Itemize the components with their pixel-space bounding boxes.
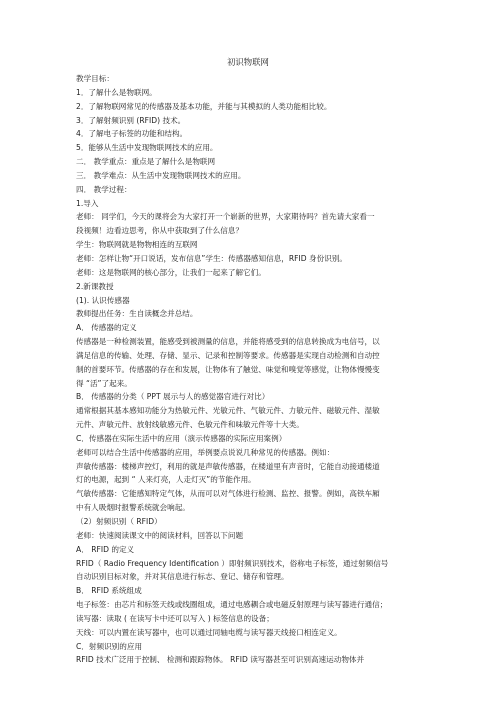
text-line: 1．了解什么是物联网。 (76, 87, 157, 97)
text-line: 三． 教学难点：从生活中发现物联网技术的应用。 (76, 170, 246, 180)
text-line: 元件、声敏元件、放射线敏感元件、色敏元件和味敏元件等十大类。 (76, 420, 304, 430)
text-line: 中有人吸烟时报警系统就会响起。 (76, 503, 190, 513)
text-line: B． RFID 系统组成 (76, 586, 142, 596)
text-line: B． 传感器的分类（ PPT 展示与人的感觉器官进行对比） (76, 392, 270, 402)
text-line: 满足信息的传输、处理、存储、显示、记录和控制等要求。传感器是实现自动检测和自动控 (76, 350, 380, 360)
text-line: 四． 教学过程： (76, 184, 132, 194)
text-line: A． RFID 的定义 (76, 544, 135, 554)
text-line: 通常根据其基本感知功能分为热敏元件、光敏元件、气敏元件、力敏元件、磁敏元件、湿敏 (76, 406, 380, 416)
text-line: 读写器：读取 ( 在读写卡中还可以写入 ) 标签信息的设备； (76, 613, 274, 623)
text-line: 声敏传感器：楼梯声控灯，利用的就是声敏传感器，在楼道里有声音时，它能自动接通楼道 (76, 461, 380, 471)
text-line: 天线：可以内置在读写器中，也可以通过同轴电缆与读写器天线接口相连定义。 (76, 627, 342, 637)
document-body (76, 72, 426, 667)
text-line: A． 传感器的定义 (76, 323, 137, 333)
text-line: 老师：快速阅读课文中的阅读材料，回答以下问题 (76, 530, 244, 540)
text-line: 4．了解电子标签的功能和结构。 (76, 129, 188, 139)
text-line: 2．了解物联网常见的传感器及基本功能，并能与其模拟的人类功能相比较。 (76, 101, 332, 111)
text-line: 3．了解射频识别 (RFID) 技术。 (76, 115, 186, 125)
text-line: 电子标签：由芯片和标签天线或线圈组成，通过电感耦合或电磁反射原理与读写器进行通信； (76, 600, 388, 610)
text-line: 老师：这是物联网的核心部分，让我们一起来了解它们。 (76, 267, 266, 277)
text-line: 老师： 同学们，今天的课将会为大家打开一个崭新的世界，大家期待吗？首先请大家看一 (76, 212, 375, 222)
text-line: 1.导入 (76, 198, 99, 208)
text-line: 老师：怎样让物“开口说话，发布信息”学生：传感器感知信息，RFID 身份识别。 (76, 253, 348, 263)
text-line: 制的首要环节。传感器的存在和发展，让物体有了触觉、味觉和嗅觉等感觉，让物体慢慢变 (76, 364, 380, 374)
text-line: 灯的电源，起到 “ 人来灯亮，人走灯灭”的节能作用。 (76, 475, 256, 485)
text-line: 气敏传感器：它能感知特定气体，从而可以对气体进行检测、监控、报警。例如，高铁车厢 (76, 489, 380, 499)
text-line: 5．能够从生活中发现物联网技术的应用。 (76, 143, 218, 153)
text-line: RFID 技术广泛用于控制、 检测和跟踪物体。 RFID 读写器甚至可识别高速运动物体并 (76, 655, 365, 665)
text-line: 段视频！边看边思考，你从中获取到了什么信息？ (76, 226, 244, 236)
text-line: (1). 认识传感器 (76, 295, 130, 305)
text-line: 教学目标： (76, 74, 114, 83)
text-line: （2）射频识别（ RFID） (76, 517, 162, 526)
text-line: RFID（ Radio Frequency Identification ）即射频识别技术，俗称电子标签，通过射频信号 (76, 558, 389, 568)
text-line: 传感器是一种检测装置，能感受到被测量的信息，并能将感受到的信息转换成为电信号，以 (76, 337, 380, 347)
text-line: 老师可以结合生活中传感器的应用，举例要点说说几种常见的传感器。例如： (76, 447, 335, 457)
text-line: 2.新课教授 (76, 281, 114, 291)
text-line: 二． 教学重点：重点是了解什么是物联网 (76, 157, 216, 167)
text-line: 自动识别目标对象，并对其信息进行标志、登记、储存和管理。 (76, 572, 289, 582)
text-line: 学生：物联网就是物物相连的互联网 (76, 240, 198, 250)
text-line: C．射频识别的应用 (76, 641, 143, 651)
text-line: C．传感器在实际生活中的应用（演示传感器的实际应用案例） (76, 433, 287, 443)
document-title: 初识物联网 (227, 57, 269, 67)
text-line: 得 “活”了起来。 (76, 378, 132, 388)
text-line: 教师提出任务：生自读概念并总结。 (76, 309, 198, 319)
